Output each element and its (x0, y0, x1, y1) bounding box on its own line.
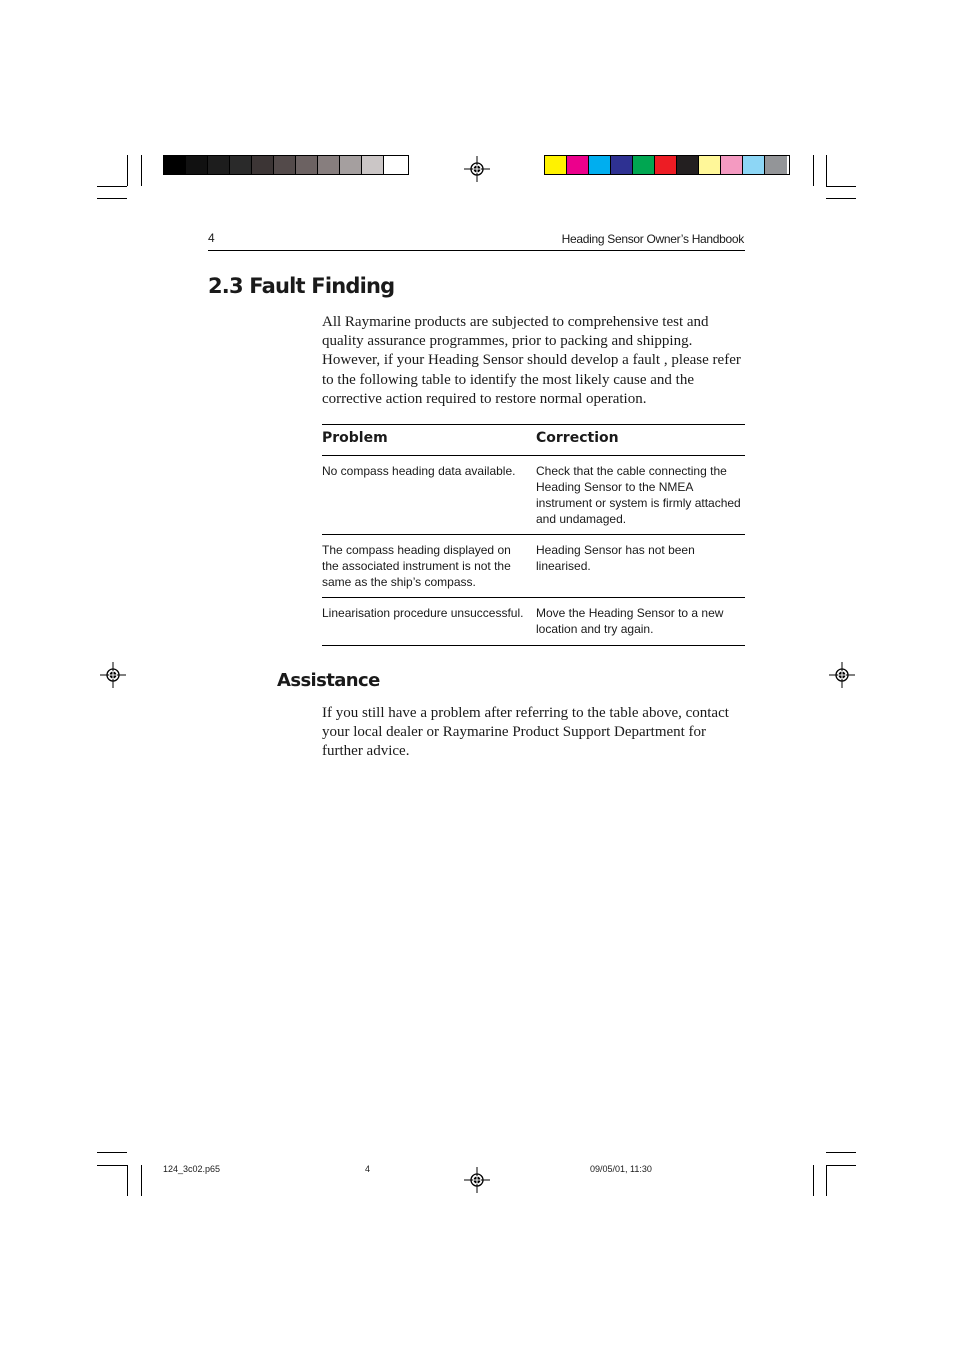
color-swatch (677, 156, 699, 174)
crop-mark (97, 198, 127, 199)
crop-mark (826, 1152, 856, 1153)
crop-mark (826, 198, 856, 199)
crop-mark (826, 155, 827, 186)
color-swatch (721, 156, 743, 174)
crop-mark (97, 186, 127, 187)
cell-correction: Heading Sensor has not been linearised. (536, 543, 695, 573)
cell-problem: Linearisation procedure unsuccessful. (322, 606, 524, 620)
color-swatch (252, 156, 274, 174)
crop-mark (127, 1165, 128, 1196)
color-swatch (633, 156, 655, 174)
table-row (322, 456, 745, 534)
slug-page: 4 (365, 1164, 371, 1174)
crop-mark (141, 155, 142, 186)
color-bar (544, 155, 790, 175)
color-swatch (655, 156, 677, 174)
color-swatch (699, 156, 721, 174)
header-correction: Correction (536, 430, 619, 446)
color-swatch (208, 156, 230, 174)
color-swatch (567, 156, 589, 174)
cell-correction: Check that the cable connecting the Heading Sensor to the NMEA instrument or system is firmly attached and undamaged. (536, 464, 741, 526)
slug-date: 09/05/01, 11:30 (590, 1164, 652, 1174)
registration-mark-icon (464, 156, 490, 182)
color-swatch (340, 156, 362, 174)
cell-correction: Move the Heading Sensor to a new location and try again. (536, 606, 724, 636)
color-swatch (384, 156, 406, 174)
cell-problem: No compass heading data available. (322, 464, 516, 478)
color-swatch (743, 156, 765, 174)
registration-mark-icon (100, 662, 126, 688)
crop-mark (813, 1165, 814, 1196)
fault-table (322, 424, 745, 646)
color-swatch (611, 156, 633, 174)
color-swatch (164, 156, 186, 174)
color-swatch (274, 156, 296, 174)
crop-mark (813, 155, 814, 186)
crop-mark (826, 1165, 856, 1166)
header-problem: Problem (322, 430, 388, 446)
grayscale-bar (163, 155, 409, 175)
registration-mark-icon (829, 662, 855, 688)
color-swatch (230, 156, 252, 174)
table-row (322, 535, 745, 597)
color-swatch (362, 156, 384, 174)
table-rule (322, 645, 745, 646)
assistance-paragraph: If you still have a problem after referring to the table above, contact your local dealer or Raymarine Product Support Department for further advice. (322, 705, 729, 760)
table-header (322, 425, 745, 455)
intro-paragraph: All Raymarine products are subjected to comprehensive test and quality assurance programmes, prior to packing and shipping. However, if your Heading Sensor should develop a fault , please refer to the following table to identify the most likely cause and the corrective action required to restore normal operation. (322, 314, 741, 407)
crop-mark (141, 1165, 142, 1196)
color-swatch (589, 156, 611, 174)
color-swatch (545, 156, 567, 174)
running-title: Heading Sensor Owner’s Handbook (561, 232, 744, 246)
slug-file: 124_3c02.p65 (163, 1164, 221, 1174)
crop-mark (826, 1165, 827, 1196)
crop-mark (97, 1152, 127, 1153)
section-title: 2.3 Fault Finding (208, 274, 395, 298)
registration-mark-icon (464, 1167, 490, 1193)
page-number: 4 (208, 231, 215, 245)
crop-mark (826, 186, 856, 187)
header-rule (208, 250, 745, 251)
crop-mark (127, 155, 128, 186)
crop-mark (97, 1165, 127, 1166)
cell-problem: The compass heading displayed on the associated instrument is not the same as the ship’s compass. (322, 543, 511, 589)
color-swatch (318, 156, 340, 174)
assistance-heading: Assistance (277, 670, 380, 691)
color-swatch (186, 156, 208, 174)
color-swatch (765, 156, 787, 174)
table-row (322, 598, 745, 645)
color-swatch (296, 156, 318, 174)
